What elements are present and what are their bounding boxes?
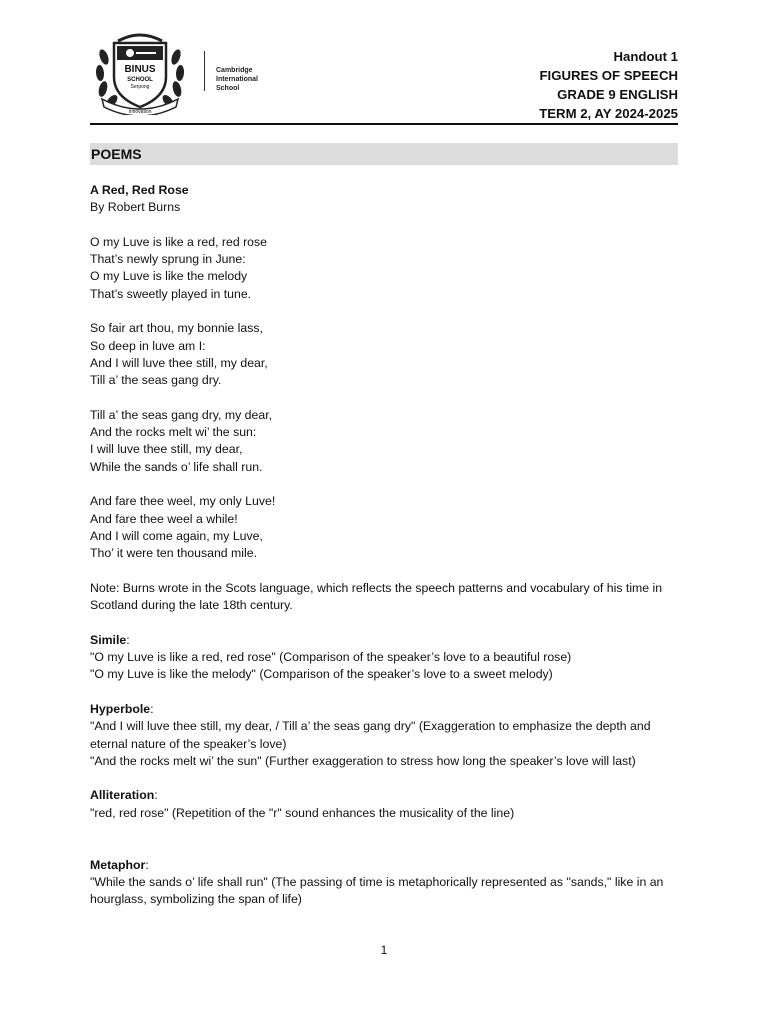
- poem-line: While the sands o’ life shall run.: [90, 459, 263, 474]
- poem-line: And fare thee weel, my only Luve!: [90, 494, 276, 509]
- poem-line: That’s newly sprung in June:: [90, 252, 246, 267]
- handout-topic: FIGURES OF SPEECH: [539, 68, 678, 83]
- header-divider: [90, 123, 678, 125]
- handout-number: Handout 1: [613, 49, 678, 64]
- school-crest-icon: [90, 27, 202, 115]
- poem-line: That’s sweetly played in tune.: [90, 286, 252, 301]
- poem-line: And I will luve thee still, my dear,: [90, 355, 268, 370]
- poem-stanza: [90, 493, 682, 562]
- header: [90, 27, 678, 124]
- simile-label: Simile: [90, 632, 127, 647]
- logo-side-text: Cambridge International School: [216, 67, 259, 92]
- svg-text:Innovation: Innovation: [128, 109, 152, 115]
- school-logo: [90, 27, 270, 115]
- grade-subject: GRADE 9 ENGLISH: [557, 87, 678, 102]
- simile-example: "O my Luve is like the melody" (Comparison of the speaker’s love to a sweet melody): [90, 667, 553, 682]
- poem-line: And fare thee weel a while!: [90, 511, 238, 526]
- poem-line: I will luve thee still, my dear,: [90, 442, 243, 457]
- poem-author: By Robert Burns: [90, 200, 181, 215]
- poem-title: A Red, Red Rose: [90, 183, 189, 197]
- metaphor-label: Metaphor: [90, 857, 146, 872]
- simile-section: Simile: "O my Luve is like a red, red rose" (Comparison of the speaker’s love to a beautiful rose) "O my Luve is like the melody" (Comparison of the speaker’s love to a sweet melody): [90, 632, 682, 684]
- logo-divider: [204, 51, 205, 91]
- poem-stanza: [90, 234, 682, 303]
- alliteration-label: Alliteration: [90, 788, 155, 803]
- metaphor-example: "While the sands o’ life shall run" (The passing of time is metaphorically represented as "sands," like in an hourglass, symbolizing the span of life): [90, 874, 664, 907]
- hyperbole-section: Hyperbole: "And I will luve thee still, my dear, / Till a’ the seas gang dry" (Exaggeration to emphasize the depth and eternal nature of the speaker’s love) "And the rocks melt wi’ the sun" (Further exaggeration to stress how long the speaker’s love will last): [90, 701, 682, 770]
- simile-example: "O my Luve is like a red, red rose" (Comparison of the speaker’s love to a beautiful rose): [90, 650, 572, 665]
- poem-stanza: [90, 407, 682, 476]
- poem-line: So fair art thou, my bonnie lass,: [90, 321, 263, 336]
- poem-line: Till a’ the seas gang dry, my dear,: [90, 407, 273, 422]
- handout-info: [539, 47, 678, 123]
- svg-text:SCHOOL: SCHOOL: [127, 77, 153, 83]
- main-content: [90, 182, 682, 908]
- poem-line: O my Luve is like a red, red rose: [90, 234, 268, 249]
- page-number: 1: [380, 943, 388, 957]
- hyperbole-example: "And I will luve thee still, my dear, / Till a’ the seas gang dry" (Exaggeration to emphasize the depth and eternal nature of the speaker’s love): [90, 719, 651, 751]
- alliteration-section: Alliteration: "red, red rose" (Repetition of the "r" sound enhances the musicality of the line): [90, 787, 682, 822]
- section-heading: POEMS: [90, 143, 678, 165]
- alliteration-example: "red, red rose" (Repetition of the "r" sound enhances the musicality of the line): [90, 805, 515, 820]
- term-year: TERM 2, AY 2024-2025: [539, 106, 678, 121]
- poem-line: And I will come again, my Luve,: [90, 528, 263, 543]
- poem-line: Till a’ the seas gang dry.: [90, 373, 222, 388]
- poem-stanza: [90, 320, 682, 389]
- note-paragraph: Note: Burns wrote in the Scots language, which reflects the speech patterns and vocabulary of his time in Scotland during the late 18th century.: [90, 580, 663, 613]
- poem-line: Tho’ it were ten thousand mile.: [90, 546, 258, 561]
- svg-text:Serpong: Serpong: [130, 84, 150, 90]
- poem-line: And the rocks melt wi’ the sun:: [90, 425, 257, 440]
- poem-line: O my Luve is like the melody: [90, 269, 248, 284]
- metaphor-section: Metaphor: "While the sands o’ life shall run" (The passing of time is metaphorically represented as "sands," like in an hourglass, symbolizing the span of life): [90, 857, 682, 909]
- hyperbole-example: "And the rocks melt wi’ the sun" (Further exaggeration to stress how long the speaker’s love will last): [90, 753, 636, 768]
- svg-text:BINUS: BINUS: [124, 64, 156, 75]
- poem-line: So deep in luve am I:: [90, 338, 206, 353]
- hyperbole-label: Hyperbole: [90, 701, 151, 716]
